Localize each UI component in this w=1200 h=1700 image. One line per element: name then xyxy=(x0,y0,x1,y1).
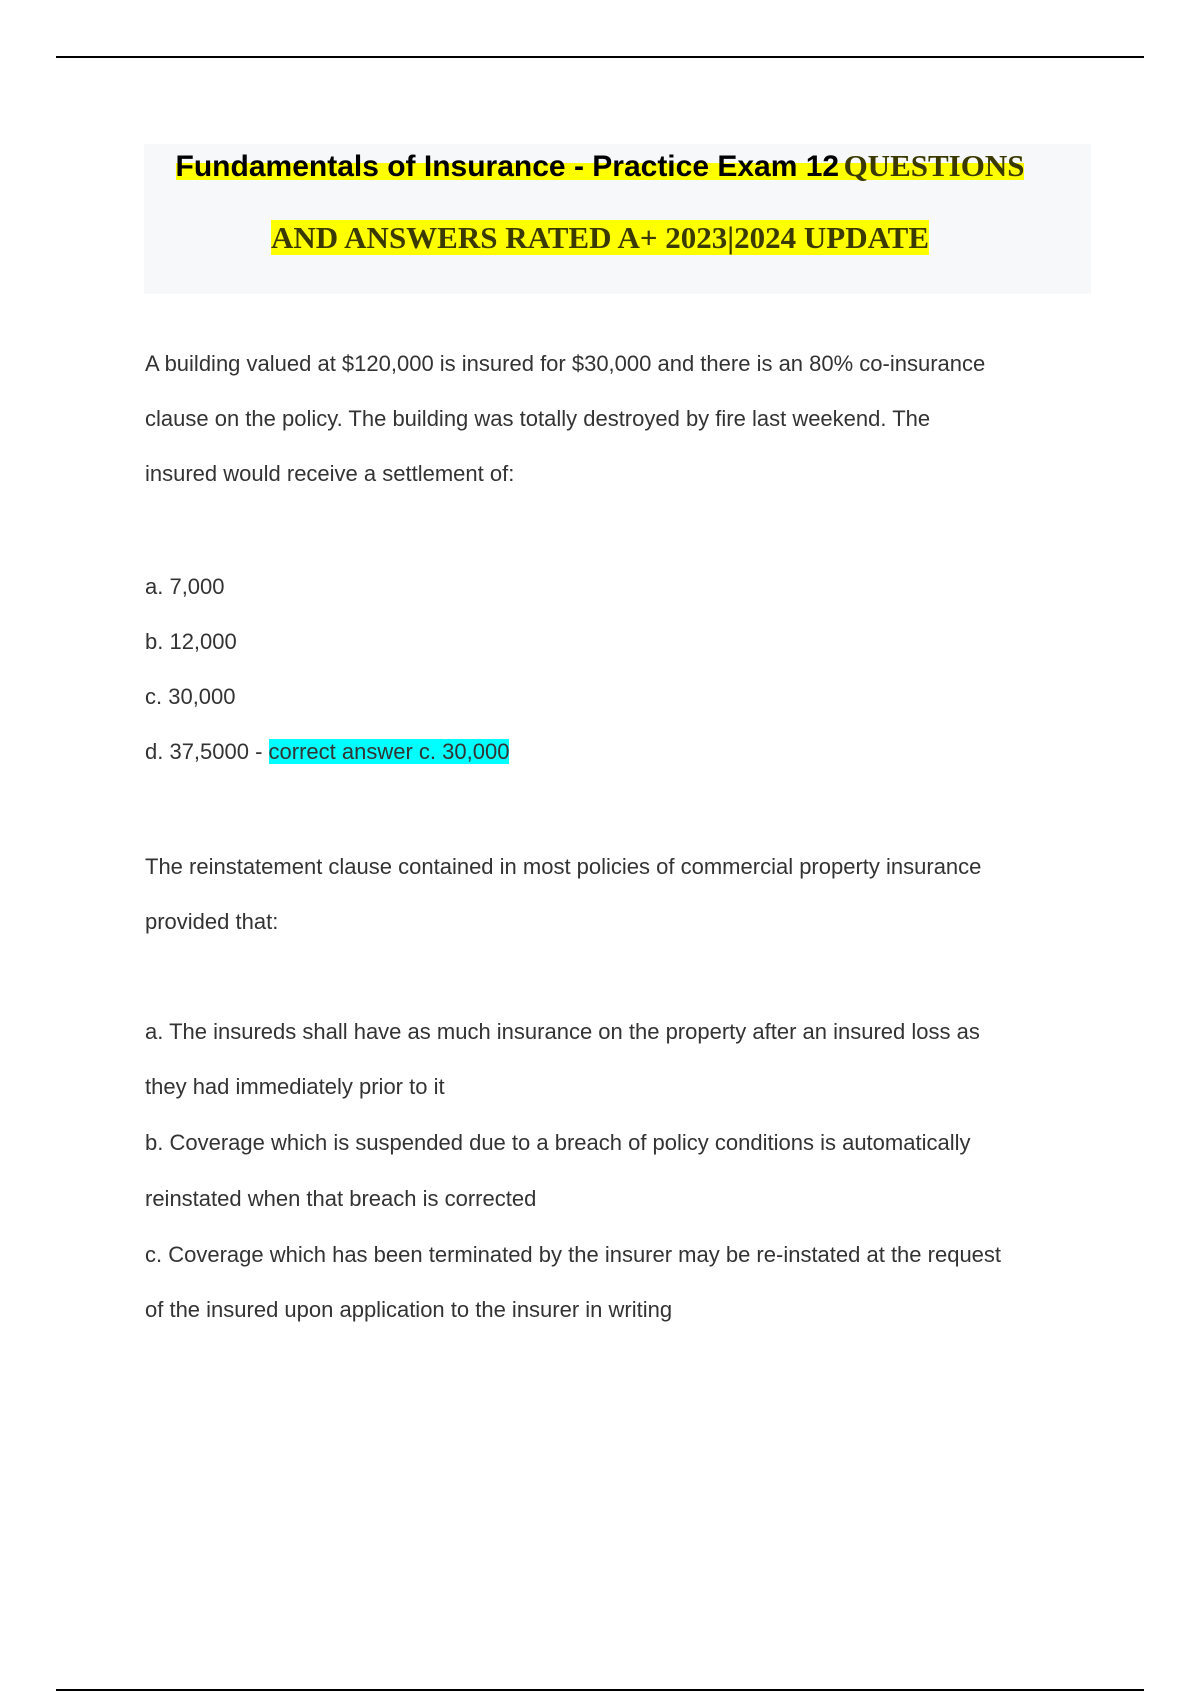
title-highlight-1 xyxy=(175,148,1025,183)
q2-option-a-line-2: they had immediately prior to it xyxy=(145,1074,445,1099)
title-serif-text-1: QUESTIONS xyxy=(843,148,1025,183)
q1-option-c: c. 30,000 xyxy=(145,684,236,709)
q1-option-a: a. 7,000 xyxy=(145,574,225,599)
title-sans-text: Fundamentals of Insurance - Practice Exam 12 xyxy=(175,150,840,183)
q2-option-c-line-2: of the insured upon application to the insurer in writing xyxy=(145,1297,673,1322)
q1-stem-line-1: A building valued at $120,000 is insured for $30,000 and there is an 80% co-insurance xyxy=(145,351,986,376)
q1-option-d-line xyxy=(145,737,509,767)
q2-option-b-line-1: b. Coverage which is suspended due to a breach of policy conditions is automatically xyxy=(145,1130,971,1155)
q1-option-d: d. 37,5000 - xyxy=(145,739,269,764)
q1-option-b: b. 12,000 xyxy=(145,629,237,654)
q2-option-c-line-1: c. Coverage which has been terminated by the insurer may be re-instated at the request xyxy=(145,1242,1002,1267)
q2-option-a-line-1: a. The insureds shall have as much insurance on the property after an insured loss as xyxy=(145,1019,980,1044)
q1-correct-answer: correct answer c. 30,000 xyxy=(268,739,510,764)
q1-stem-line-2: clause on the policy. The building was totally destroyed by fire last weekend. The xyxy=(145,406,931,431)
document-title-line-2 xyxy=(0,220,1200,262)
top-rule xyxy=(56,56,1144,58)
q2-stem-line-1: The reinstatement clause contained in most policies of commercial property insurance xyxy=(145,854,982,879)
document-title-line-1 xyxy=(0,148,1200,190)
bottom-rule xyxy=(56,1689,1144,1691)
q1-stem-line-3: insured would receive a settlement of: xyxy=(145,461,515,486)
q2-stem-line-2: provided that: xyxy=(145,909,279,934)
q2-option-b-line-2: reinstated when that breach is corrected xyxy=(145,1186,537,1211)
title-serif-text-2: AND ANSWERS RATED A+ 2023|2024 UPDATE xyxy=(270,220,930,255)
